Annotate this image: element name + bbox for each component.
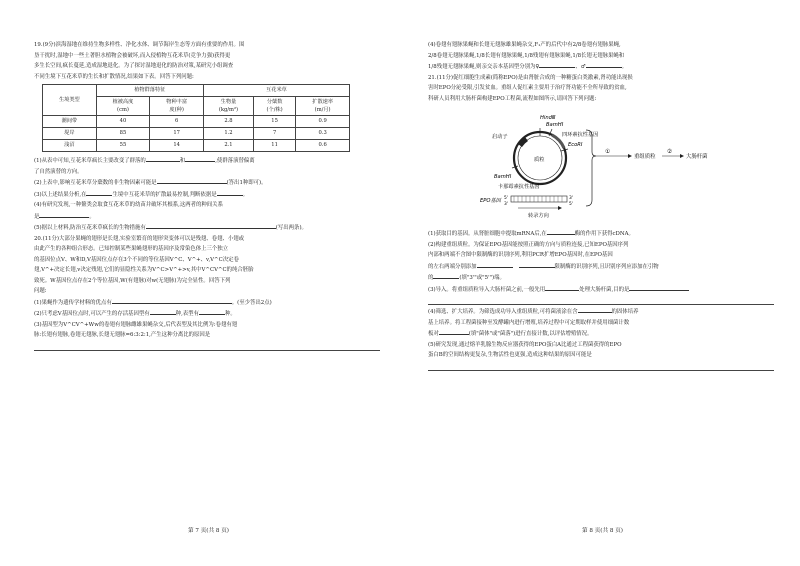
q21-intro-line-3: 科研人员利用大肠杆菌构建EPO工程菌,流程如图所示,请回答下列问题: xyxy=(428,95,597,102)
page-number-right: 第 8 页(共 8 页) xyxy=(582,528,623,534)
question-20-continued xyxy=(428,40,774,73)
right-page xyxy=(428,40,774,372)
table-cell: 浅沼 xyxy=(43,140,97,152)
answer-line[interactable] xyxy=(428,295,774,305)
q20-part-4-line-3: 1/8残翅无翅脉果蝇,则亲交亲本基因型分别为♀ 、♂ 。 xyxy=(428,61,774,73)
col-header-biomass: 生物量 (kg/m²) xyxy=(203,97,253,116)
q21-part-5-line-1: (5)研究发现,通过熔羊乳腺生物反应器获得的EPO蛋白A比通过工程菌获得的EPO xyxy=(428,341,622,348)
col-header-richness: 物种丰富 度(种) xyxy=(150,97,204,116)
left-page xyxy=(34,40,380,352)
table-cell: 0.6 xyxy=(296,140,350,152)
q21-part-4-line-3: 板对 (填"菌体"或"菌落")进行直接计数,以评估增殖情况。 xyxy=(428,328,774,340)
answer-blank[interactable] xyxy=(39,211,89,218)
answer-blank[interactable] xyxy=(86,189,112,196)
table-cell: 55 xyxy=(96,140,150,152)
answer-blank[interactable] xyxy=(477,261,513,268)
q21-part-2-line-4: 的 (填"3'"或"5'")端。 xyxy=(428,272,774,284)
label-direction: 转录方向 xyxy=(528,213,549,219)
answer-blank[interactable] xyxy=(217,189,243,196)
table-row xyxy=(43,116,350,128)
q20-intro-line-4: 翅,V^+决定长翅,v决定残翅,它们的显隐性关系为V^C>V^+>v,其中V^CV^C的纯合胚胎 xyxy=(34,267,254,273)
q20-intro-line-2: 由此产生的各种组合形态。已知控制某些果蝇翅形的基因序及常染色体上三个独立 xyxy=(34,246,229,252)
q20-intro-line-5: 致死。W基因位点存在2个等位基因,W(有翅脉)对w(无翅脉)为完全显性。回答下列 xyxy=(34,277,231,284)
answer-blank[interactable] xyxy=(586,61,622,68)
q20-intro-line-6: 问题: xyxy=(34,288,47,294)
label-3prime-a: 3' xyxy=(504,202,509,207)
q21-intro-line-1: 21.(11分)促红细胞生成素(简称EPO)是由肾脏合成的一种糖蛋白类激素,肾功能出现损 xyxy=(428,74,633,81)
q19-intro-line-1: 19.(9分)滨海湿地在维持生物多样性、净化水体、调节海岸生态等方面有重要的作用。围 xyxy=(34,42,245,48)
answer-blank[interactable] xyxy=(157,177,227,184)
answer-line[interactable] xyxy=(34,341,380,351)
table-cell: 6 xyxy=(150,116,204,128)
q20-intro-line-1: 20.(11分)大部分果蝇的翅形是长翅,实验室繁育的翅形突变体可以是残翅、卷翅、小翅或 xyxy=(34,235,245,242)
label-kan: 卡那霉素抗性基因 xyxy=(498,184,540,190)
col-header-spread: 扩散速率 (m/月) xyxy=(296,97,350,116)
col-header-tillers: 分蘖数 (个/株) xyxy=(253,97,295,116)
label-hind: HindⅢ xyxy=(540,115,556,121)
table-cell: 11 xyxy=(253,140,295,152)
table-row xyxy=(43,140,350,152)
answer-blank[interactable] xyxy=(146,222,276,229)
q19-intro-line-4: 不同生境下互花米草的生长和扩散情况,结果如下表。回答下列问题: xyxy=(34,73,194,80)
answer-blank[interactable] xyxy=(547,228,575,235)
q19-part-5: (5)据以上材料,防治互花米草疯长的生物措施有 (写出两条)。 xyxy=(34,222,380,234)
table-cell: 0.9 xyxy=(296,116,350,128)
label-bam-top: BamHⅠ xyxy=(546,122,564,128)
label-eco: EcoRⅠ xyxy=(568,142,583,148)
answer-blank[interactable] xyxy=(578,306,612,313)
question-21 xyxy=(428,73,774,371)
q19-intro-line-2: 垦干扰时,湿地中一些土著胆水植物会被破坏,而入侵植物互花米草(竞争力强)获得更 xyxy=(34,52,231,59)
q19-part-2: (2)上表中,影响互花米草分蘖数的非生物因素可能是 (答出1种即可)。 xyxy=(34,177,380,189)
q21-intro-line-2: 害时EPO分泌受限,引发贫血。重组人促红素主要用于治疗肾功能不全所导致的贫血, xyxy=(428,85,627,91)
q20-part-2: (2)只考虑V基因位点时,可以产生的存活基因型有 种,表型有 种。 xyxy=(34,308,380,320)
label-5prime: 5' xyxy=(504,196,509,201)
q19-part-1: (1)从表中可知,互花米草疯长主要改变了群落的 和 ,使群落演替偏离 xyxy=(34,155,380,167)
label-host: 大肠杆菌 xyxy=(686,154,708,160)
transcription-arrowhead xyxy=(558,206,562,210)
answer-blank[interactable] xyxy=(146,155,180,162)
table-cell: 85 xyxy=(96,128,150,140)
q20-part-4-line-2: 2/8卷翅无翅脉果蝇,1/8长翅有翅脉果蝇,1/8残翅有翅脉果蝇,1/8长翅无翅脉果蝇和 xyxy=(428,52,625,59)
q20-part-4-line-1: (4)卷翅有翅脉果蝇和长翅无翅脉雄果蝇杂交,F₁产的后代中有2/8卷翅有翅脉果蝇, xyxy=(428,42,621,48)
label-step-1: ① xyxy=(605,149,611,155)
label-tet: 四环素抗性基因 xyxy=(562,132,599,138)
epo-gene-strip xyxy=(511,196,567,202)
answer-blank[interactable] xyxy=(629,284,689,291)
answer-blank[interactable] xyxy=(519,261,555,268)
q20-part-3-cont: 脉:长翅有翅脉,卷翅无翅脉,长翅无翅脉=6:3:2:1,产生这种分离比的原因是 xyxy=(34,332,211,338)
plasmid-diagram xyxy=(428,106,774,224)
answer-blank[interactable] xyxy=(539,61,575,68)
habitat-table xyxy=(42,84,350,152)
q19-part-4: (4)有研究发现,一种鳌类会取食互花米草的幼苗并破坏其根系,这两者的种间关系 xyxy=(34,202,223,208)
q21-part-4-line-2: 基上培养。将工程菌接种至发酵罐内进行增殖,培养过程中可定期取样并使用细菌计数 xyxy=(428,319,630,326)
label-bam-left: BamHⅠ xyxy=(494,174,512,180)
table-row xyxy=(43,128,350,140)
answer-blank[interactable] xyxy=(439,328,469,335)
plasmid-figure xyxy=(428,106,774,224)
q19-part-3: (3)以上述结果分析,在 生境中互花米草的扩散最易控制,判断依据是 。 xyxy=(34,189,380,201)
question-19 xyxy=(34,40,380,234)
label-promoter: 启动子 xyxy=(492,134,508,140)
arrowhead-step-1 xyxy=(628,154,632,158)
answer-blank[interactable] xyxy=(150,308,176,315)
answer-blank[interactable] xyxy=(185,155,215,162)
table-cell: 17 xyxy=(150,128,204,140)
q19-part-4-cont: 是 。 xyxy=(34,211,380,223)
table-group-spartina: 互花米草 xyxy=(203,85,349,97)
label-recombinant-plasmid: 重组质粒 xyxy=(634,154,656,160)
table-row-header: 生境类型 xyxy=(43,85,97,116)
label-plasmid: 质粒 xyxy=(534,157,545,163)
table-cell: 2.1 xyxy=(203,140,253,152)
q21-part-2-line-3: 的左右两端分别添加 限制酶的识别序列,且识别序列应添加在引物 xyxy=(428,261,774,273)
q21-part-2-line-1: (2)构建重组质粒。为保证EPO基因能按照正确的方向与质粒连接,已知EPO基因序列 xyxy=(428,241,629,248)
col-header-height: 植被高度 (cm) xyxy=(96,97,150,116)
q19-intro-line-3: 多生长空间,疯长蔓延,造成湿地退化。为了探讨湿地退化的防治对策,某研究小组调查 xyxy=(34,63,234,69)
table-cell: 1.2 xyxy=(203,128,253,140)
q20-part-3: (3)基因型为V^CV^+Ww的卷翅有翅脉雌雄果蝇杂交,后代表型及其比例为:卷翅有翅 xyxy=(34,321,238,328)
q21-part-2-line-2: 内部和两端不含图中限制酶的识别序列,利用PCR扩增EPO基因时,在EPO基因 xyxy=(428,252,613,258)
table-cell: 40 xyxy=(96,116,150,128)
table-cell: 堤岸 xyxy=(43,128,97,140)
answer-blank[interactable] xyxy=(545,284,579,291)
answer-line[interactable] xyxy=(428,361,774,371)
table-cell: 0.3 xyxy=(296,128,350,140)
table-group-community: 植物群落特征 xyxy=(96,85,203,97)
label-5prime-b: 5' xyxy=(569,202,574,207)
answer-blank[interactable] xyxy=(112,297,232,304)
q21-part-1: (1)获取目的基因。从肾脏细胞中提取mRNA后,在 酶的作用下获得cDNA。 xyxy=(428,228,774,240)
q21-part-4-line-1: (4)筛选、扩大培养。为筛选成功导入重组质粒,可将菌液涂在含 的固体培养 xyxy=(428,306,774,318)
question-20 xyxy=(34,234,380,351)
q21-part-5-line-2: 蛋白B的空间结构更复杂,生物活性也更强,造成这种结果的原因可能是 xyxy=(428,352,592,358)
page-number-left: 第 7 页(共 8 页) xyxy=(188,528,229,534)
q20-intro-line-3: 的基因位点V、W和D,V基因位点存在3个不同的等位基因V^C、V^+、v,V^C决定卷 xyxy=(34,256,239,263)
q21-part-3: (3)导入。将重组质粒导入大肠杆菌之前,一般先用 处理大肠杆菌,目的是 xyxy=(428,284,774,296)
table-cell: 15 xyxy=(253,116,295,128)
answer-blank[interactable] xyxy=(433,272,459,279)
q20-part-1: (1)果蝇作为遗传学材料的优点有 。(至少答出2点) xyxy=(34,297,380,309)
table-cell: 潮间带 xyxy=(43,116,97,128)
table-cell: 2.8 xyxy=(203,116,253,128)
label-3prime-b: 3' xyxy=(569,196,574,201)
label-step-2: ② xyxy=(667,149,673,155)
arrowhead-step-2 xyxy=(680,154,684,158)
q19-part-1-cont: 了自然演替的方向。 xyxy=(34,168,83,175)
promoter-block xyxy=(518,137,528,147)
answer-blank[interactable] xyxy=(199,308,225,315)
table-cell: 7 xyxy=(253,128,295,140)
table-cell: 14 xyxy=(150,140,204,152)
label-epo: EPO基因 xyxy=(480,198,501,204)
grouping-brace xyxy=(586,130,596,206)
